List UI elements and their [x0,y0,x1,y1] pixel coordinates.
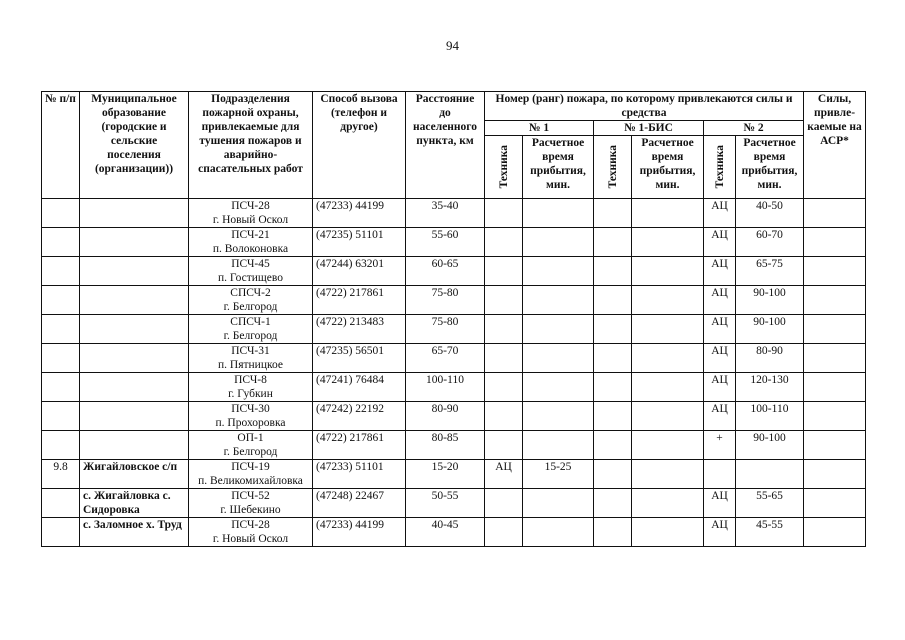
cell-rank1bis-time [632,460,704,489]
cell-rank2-equipment [704,460,736,489]
cell-rank1bis-equipment [594,518,632,547]
cell-rank1-time [523,431,594,460]
unit-name: ОП-1 [237,432,264,444]
header-arrival-time: Расчетное время прибытия, мин. [523,136,594,199]
cell-phone: (47233) 44199 [313,199,406,228]
unit-name: СПСЧ-2 [230,287,271,299]
table-row [42,286,866,315]
table-row [42,199,866,228]
unit-location: г. Новый Оскол [212,533,289,545]
cell-rank1bis-time [632,228,704,257]
cell-num [42,228,80,257]
cell-rank2-time: 40-50 [736,199,804,228]
cell-rank1-equipment: АЦ [485,460,523,489]
cell-unit [189,431,313,460]
header-asr: Силы, привле-каемые на АСР* [804,92,866,199]
cell-rank2-equipment: + [704,431,736,460]
unit-location: г. Шебекино [220,504,281,516]
cell-unit [189,402,313,431]
cell-asr [804,315,866,344]
cell-rank2-time: 90-100 [736,315,804,344]
cell-rank1bis-equipment [594,257,632,286]
unit-location: г. Белгород [223,446,278,458]
cell-rank2-equipment: АЦ [704,199,736,228]
cell-distance: 60-65 [406,257,485,286]
cell-rank1-equipment [485,199,523,228]
cell-phone: (47241) 76484 [313,373,406,402]
cell-rank1-time [523,373,594,402]
cell-rank1-time [523,402,594,431]
cell-rank2-time: 90-100 [736,431,804,460]
unit-name: ПСЧ-45 [231,258,270,270]
cell-rank1bis-equipment [594,373,632,402]
cell-municipality: Жигайловское с/п [80,460,189,489]
cell-rank1bis-time [632,518,704,547]
cell-rank1bis-equipment [594,431,632,460]
cell-rank1-time [523,286,594,315]
unit-location: п. Волоконовка [212,243,289,255]
cell-rank2-equipment: АЦ [704,228,736,257]
cell-rank1bis-time [632,373,704,402]
cell-rank1bis-equipment [594,199,632,228]
unit-name: ПСЧ-30 [231,403,270,415]
cell-rank1-time [523,228,594,257]
cell-rank1bis-time [632,431,704,460]
cell-rank2-time: 45-55 [736,518,804,547]
unit-location: п. Пятницкое [218,359,283,371]
cell-asr [804,199,866,228]
cell-asr [804,373,866,402]
cell-unit [189,228,313,257]
cell-rank1-equipment [485,257,523,286]
unit-name: СПСЧ-1 [230,316,271,328]
cell-phone: (4722) 217861 [313,286,406,315]
cell-municipality [80,286,189,315]
cell-rank2-time: 120-130 [736,373,804,402]
cell-rank1bis-equipment [594,489,632,518]
cell-num [42,257,80,286]
cell-municipality [80,373,189,402]
cell-rank2-equipment: АЦ [704,344,736,373]
cell-num [42,344,80,373]
cell-rank1bis-equipment [594,315,632,344]
cell-phone: (47235) 51101 [313,228,406,257]
cell-rank2-equipment: АЦ [704,489,736,518]
cell-unit [189,257,313,286]
table-row [42,460,866,489]
table-row [42,431,866,460]
header-arrival-time: Расчетное время прибытия, мин. [736,136,804,199]
cell-num [42,373,80,402]
cell-rank1bis-time [632,489,704,518]
table-row [42,344,866,373]
cell-rank1-equipment [485,228,523,257]
header-unit: Подразделения пожарной охраны, привлекаемые для тушения пожаров и аварийно-спасательных работ [189,92,313,199]
cell-distance: 15-20 [406,460,485,489]
cell-rank2-time: 80-90 [736,344,804,373]
cell-municipality [80,344,189,373]
cell-distance: 50-55 [406,489,485,518]
cell-distance: 40-45 [406,518,485,547]
header-equipment: Техника [485,136,523,199]
cell-rank1bis-equipment [594,402,632,431]
cell-rank1-equipment [485,373,523,402]
cell-municipality [80,228,189,257]
cell-asr [804,344,866,373]
unit-location: п. Гостищево [218,272,283,284]
cell-distance: 75-80 [406,315,485,344]
cell-rank2-equipment: АЦ [704,518,736,547]
cell-asr [804,431,866,460]
cell-rank1-equipment [485,518,523,547]
cell-municipality: с. Жигайловка с. Сидоровка [80,489,189,518]
cell-rank2-time: 60-70 [736,228,804,257]
unit-location: п. Великомихайловка [198,475,303,487]
cell-rank1bis-time [632,199,704,228]
header-num: № п/п [42,92,80,199]
cell-distance: 100-110 [406,373,485,402]
cell-rank1bis-time [632,257,704,286]
cell-municipality [80,199,189,228]
cell-rank1-equipment [485,286,523,315]
header-equipment: Техника [594,136,632,199]
cell-municipality [80,257,189,286]
cell-asr [804,228,866,257]
cell-unit [189,344,313,373]
cell-asr [804,518,866,547]
cell-phone: (47242) 22192 [313,402,406,431]
cell-rank1bis-time [632,286,704,315]
cell-distance: 55-60 [406,228,485,257]
header-fire-rank: Номер (ранг) пожара, по которому привлекаются силы и средства [485,92,804,121]
cell-asr [804,257,866,286]
cell-num [42,286,80,315]
cell-rank1-equipment [485,489,523,518]
cell-municipality [80,402,189,431]
cell-distance: 80-90 [406,402,485,431]
cell-rank2-time: 100-110 [736,402,804,431]
unit-name: ПСЧ-19 [231,461,270,473]
cell-rank1-equipment [485,431,523,460]
unit-location: г. Белгород [223,301,278,313]
unit-name: ПСЧ-8 [234,374,267,386]
cell-rank1-equipment [485,315,523,344]
header-call-method: Способ вызова (телефон и другое) [313,92,406,199]
cell-rank2-equipment: АЦ [704,286,736,315]
cell-num [42,518,80,547]
cell-rank1-time [523,257,594,286]
cell-rank2-equipment: АЦ [704,373,736,402]
cell-distance: 75-80 [406,286,485,315]
cell-municipality [80,315,189,344]
cell-rank1bis-equipment [594,344,632,373]
cell-num [42,402,80,431]
unit-name: ПСЧ-21 [231,229,270,241]
table-row [42,373,866,402]
header-municipality: Муниципальное образование (городские и сельские поселения (организации)) [80,92,189,199]
cell-rank2-time [736,460,804,489]
cell-unit [189,489,313,518]
cell-unit [189,286,313,315]
cell-unit [189,315,313,344]
cell-distance: 65-70 [406,344,485,373]
cell-phone: (4722) 217861 [313,431,406,460]
cell-rank1bis-time [632,315,704,344]
cell-num [42,489,80,518]
cell-phone: (47244) 63201 [313,257,406,286]
cell-phone: (47233) 44199 [313,518,406,547]
cell-municipality [80,431,189,460]
cell-rank1-time [523,315,594,344]
cell-rank1-equipment [485,402,523,431]
cell-asr [804,402,866,431]
cell-rank1-time [523,489,594,518]
cell-rank1-time [523,344,594,373]
header-equipment: Техника [704,136,736,199]
cell-rank1-equipment [485,344,523,373]
cell-rank1bis-time [632,344,704,373]
cell-rank2-equipment: АЦ [704,257,736,286]
unit-name: ПСЧ-28 [231,519,270,531]
cell-distance: 80-85 [406,431,485,460]
cell-unit [189,518,313,547]
unit-name: ПСЧ-28 [231,200,270,212]
table-row [42,402,866,431]
cell-rank1bis-time [632,402,704,431]
fire-resources-table [41,91,866,547]
unit-name: ПСЧ-52 [231,490,270,502]
cell-phone: (4722) 213483 [313,315,406,344]
unit-location: г. Губкин [228,388,273,400]
cell-rank1-time: 15-25 [523,460,594,489]
header-rank-2: № 2 [704,121,804,136]
cell-rank2-time: 90-100 [736,286,804,315]
unit-name: ПСЧ-31 [231,345,270,357]
header-distance: Расстояние до населенного пункта, км [406,92,485,199]
table-row [42,489,866,518]
table-row [42,315,866,344]
header-rank-1bis: № 1-БИС [594,121,704,136]
cell-asr [804,460,866,489]
cell-rank2-equipment: АЦ [704,315,736,344]
cell-rank1bis-equipment [594,286,632,315]
unit-location: г. Новый Оскол [212,214,289,226]
cell-unit [189,373,313,402]
cell-rank1-time [523,518,594,547]
cell-asr [804,286,866,315]
cell-num [42,431,80,460]
cell-asr [804,489,866,518]
table-row [42,518,866,547]
table-row [42,228,866,257]
cell-phone: (47248) 22467 [313,489,406,518]
unit-location: п. Прохоровка [215,417,286,429]
page-number: 94 [446,38,459,53]
header-rank-1: № 1 [485,121,594,136]
cell-rank2-time: 65-75 [736,257,804,286]
header-arrival-time: Расчетное время прибытия, мин. [632,136,704,199]
cell-rank1bis-equipment [594,228,632,257]
cell-unit [189,460,313,489]
cell-phone: (47233) 51101 [313,460,406,489]
cell-municipality: с. Заломное х. Труд [80,518,189,547]
cell-rank1-time [523,199,594,228]
cell-rank2-time: 55-65 [736,489,804,518]
cell-num: 9.8 [42,460,80,489]
cell-unit [189,199,313,228]
cell-num [42,315,80,344]
unit-location: г. Белгород [223,330,278,342]
cell-phone: (47235) 56501 [313,344,406,373]
cell-rank2-equipment: АЦ [704,402,736,431]
table-row [42,257,866,286]
cell-num [42,199,80,228]
cell-distance: 35-40 [406,199,485,228]
cell-rank1bis-equipment [594,460,632,489]
